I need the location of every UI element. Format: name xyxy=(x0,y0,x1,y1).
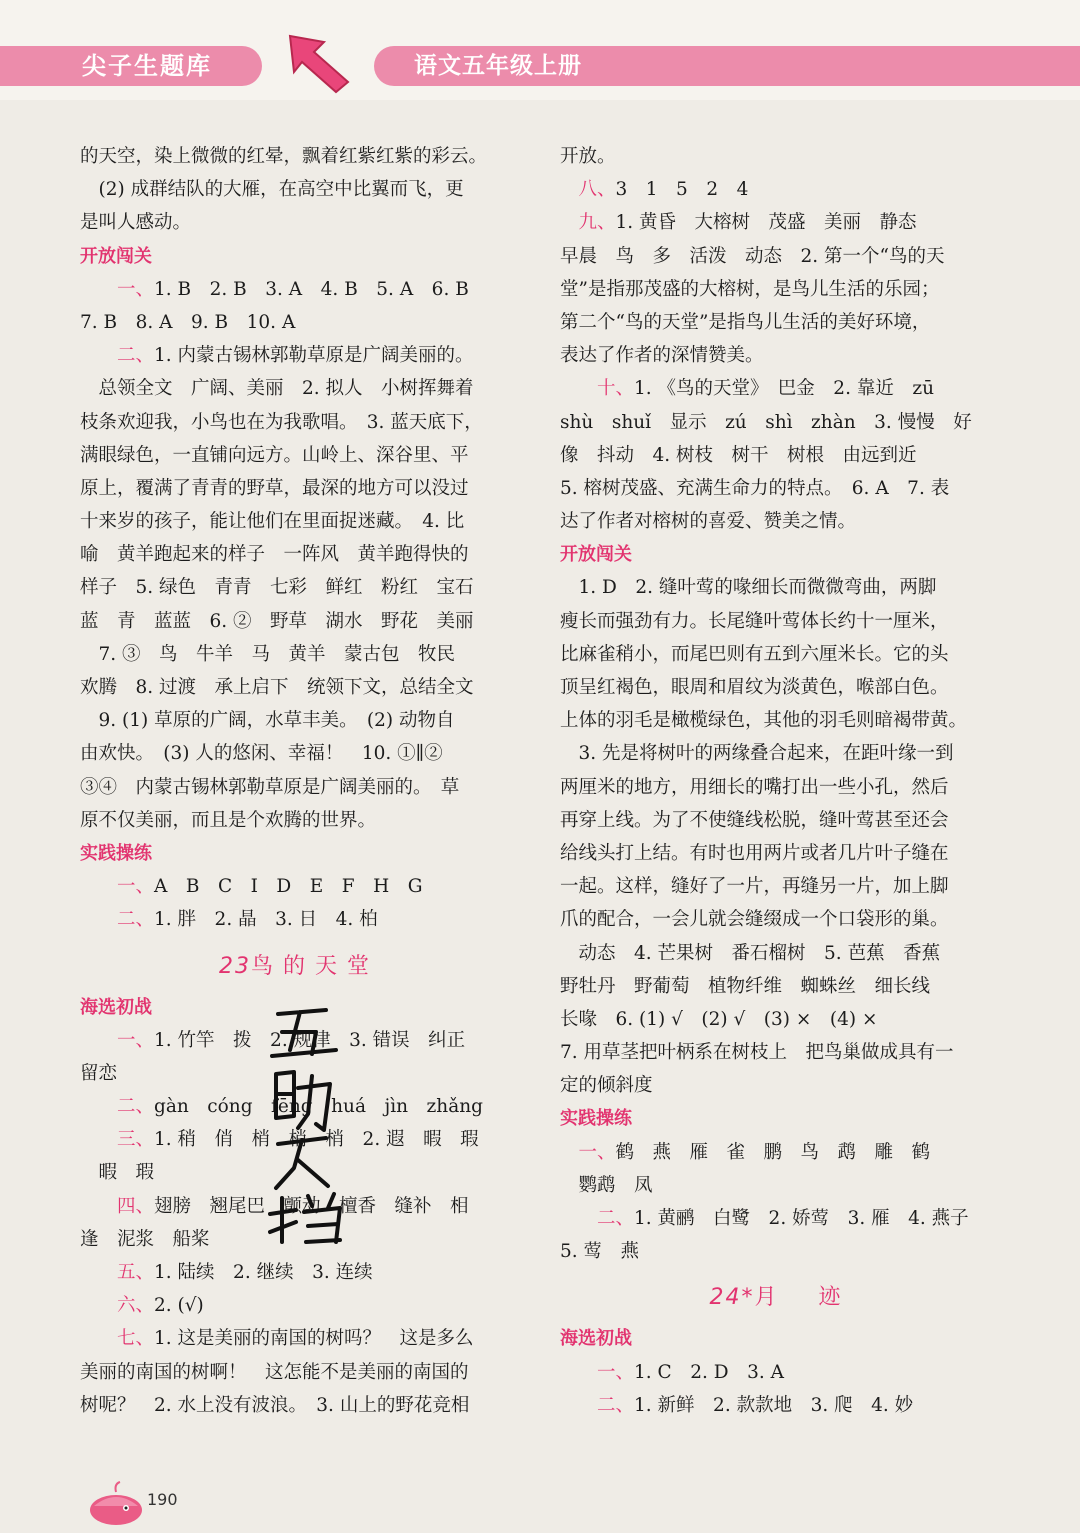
answer-text: 早晨 鸟 多 活泼 动态 2. 第一个“鸟的天 xyxy=(560,245,945,267)
answer-text: 逢 泥浆 船桨 xyxy=(80,1228,210,1250)
answer-text: 美丽的南国的树啊！ 这怎能不是美丽的南国的 xyxy=(80,1361,469,1383)
answer-line xyxy=(560,671,1000,704)
answer-line xyxy=(560,173,1000,206)
answer-line xyxy=(560,571,1000,604)
answer-text: 上体的羽毛是橄榄绿色，其他的羽毛则暗褐带黄。 xyxy=(560,710,968,732)
answer-text: 9. (1) 草原的广阔，水草丰美。 (2) 动物自 xyxy=(80,710,455,732)
answer-line xyxy=(80,339,518,372)
answer-text: 鹦鹉 凤 xyxy=(560,1174,653,1196)
answer-line xyxy=(80,804,518,837)
lesson-title-text: 月 迹 xyxy=(754,1285,851,1311)
answer-line xyxy=(560,505,1000,538)
question-marker: 九、 xyxy=(560,212,616,234)
section-heading: 开放闯关 xyxy=(80,245,152,267)
section-heading: 实践操练 xyxy=(560,1108,632,1130)
answer-line xyxy=(560,339,1000,372)
answer-text: 蓝 青 蓝蓝 6. ② 野草 湖水 野花 美丽 xyxy=(80,610,474,632)
answer-line xyxy=(80,439,518,472)
answer-text: 两厘米的地方，用细长的嘴打出一些小孔，然后 xyxy=(560,776,949,798)
whale-mascot-icon xyxy=(86,1480,146,1526)
answer-text: 的天空，染上微微的红晕，飘着红紫红紫的彩云。 xyxy=(80,146,488,167)
answer-line xyxy=(560,1389,1000,1422)
answer-line xyxy=(80,1256,518,1289)
lesson-title-text: 鸟的天堂 xyxy=(250,953,379,979)
answer-line xyxy=(80,571,518,604)
section-heading: 海选初战 xyxy=(560,1328,632,1350)
answer-text: 5. 莺 燕 xyxy=(560,1241,640,1263)
answer-line xyxy=(560,240,1000,273)
answer-line xyxy=(80,671,518,704)
answer-text: 总领全文 广阔、美丽 2. 拟人 小树挥舞着 xyxy=(80,378,474,400)
answer-text: 3. 先是将树叶的两缘叠合起来，在距叶缘一到 xyxy=(560,743,954,765)
answer-line xyxy=(560,737,1000,770)
answer-line xyxy=(80,870,518,903)
question-marker: 八、 xyxy=(560,179,616,201)
question-marker: 四、 xyxy=(80,1195,155,1217)
answer-text: 堂”是指那茂盛的大榕树，是鸟儿生活的乐园； xyxy=(560,278,940,300)
answer-text: 树呢？ 2. 水上没有波浪。 3. 山上的野花竞相 xyxy=(80,1394,470,1416)
lesson-title xyxy=(80,937,518,991)
answer-text: 喻 黄羊跑起来的样子 一阵风 黄羊跑得快的 xyxy=(80,544,469,566)
answer-text: 1. 稍 俏 梢 梢 梢 2. 遐 暇 瑕 xyxy=(154,1129,479,1151)
question-marker: 二、 xyxy=(560,1208,635,1229)
question-marker: 一、 xyxy=(80,1029,155,1051)
answer-text: 原不仅美丽，而且是个欢腾的世界。 xyxy=(80,809,377,831)
question-marker: 二、 xyxy=(80,345,155,367)
answer-text: 一起。这样，缝好了一片，再缝另一片，加上脚 xyxy=(560,876,949,898)
answer-text: 1. 这是美丽的南国的树吗？ 这是多么 xyxy=(154,1328,474,1350)
answer-text: 满眼绿色，一直铺向远方。山岭上、深谷里、平 xyxy=(80,444,469,466)
answer-text: 7. B 8. A 9. B 10. A xyxy=(80,311,296,333)
answer-text: 留恋 xyxy=(80,1062,118,1084)
question-marker: 二、 xyxy=(80,1096,155,1118)
answer-line xyxy=(560,406,1000,439)
answer-text: 野牡丹 野葡萄 植物纤维 蜘蛛丝 细长线 xyxy=(560,975,931,997)
answer-line xyxy=(560,704,1000,737)
arrow-up-left-icon xyxy=(284,30,354,96)
answer-text: shù shuǐ 显示 zú shì zhàn 3. 慢慢 好 xyxy=(560,411,972,433)
question-marker: 一、 xyxy=(80,876,155,898)
answer-line xyxy=(80,406,518,439)
answer-line xyxy=(560,638,1000,671)
answer-line xyxy=(80,704,518,737)
answer-text: 1. 黄昏 大榕树 茂盛 美丽 静态 xyxy=(615,212,917,234)
answer-text: 翅膀 翘尾巴 颤动 檀香 缝补 相 xyxy=(154,1195,469,1217)
answer-text: 1. 黄鹂 白鹭 2. 娇莺 3. 雁 4. 燕子 xyxy=(634,1208,969,1229)
answer-text: 原上，覆满了青青的野草，最深的地方可以没过 xyxy=(80,477,469,499)
answer-line xyxy=(560,870,1000,903)
lesson-number: 24* xyxy=(709,1285,755,1311)
answer-line xyxy=(80,140,518,173)
answer-text: gàn cóng fēng huá jìn zhǎng xyxy=(154,1096,483,1118)
answer-line xyxy=(560,1356,1000,1389)
answer-line xyxy=(560,1136,1000,1169)
answer-line xyxy=(560,1069,1000,1102)
handwritten-annotation xyxy=(268,998,348,1248)
answer-line xyxy=(80,173,518,206)
answer-line xyxy=(560,937,1000,970)
answer-line xyxy=(560,206,1000,239)
answer-line xyxy=(560,903,1000,936)
section-heading: 海选初战 xyxy=(80,996,152,1018)
section-heading: 开放闯关 xyxy=(560,544,632,566)
answer-line xyxy=(560,439,1000,472)
question-marker: 一、 xyxy=(560,1141,616,1163)
answer-text: 第二个“鸟的天堂”是指鸟儿生活的美好环境， xyxy=(560,311,931,333)
answer-text: 2. (√) xyxy=(154,1295,204,1317)
page-header xyxy=(0,0,1080,100)
answer-text: 爪的配合，一会儿就会缝缀成一个口袋形的巢。 xyxy=(560,909,949,931)
answer-line xyxy=(560,1169,1000,1202)
answer-text: 再穿上线。为了不使缝线松脱，缝叶莺甚至还会 xyxy=(560,809,949,831)
answer-text: 开放。 xyxy=(560,146,616,167)
answer-text: 比麻雀稍小，而尾巴则有五到六厘米长。它的头 xyxy=(560,643,949,665)
answer-text: 瘦长而强劲有力。长尾缝叶莺体长约十一厘米， xyxy=(560,610,949,632)
answer-text: A B C I D E F H G xyxy=(154,876,423,898)
answer-line xyxy=(560,1003,1000,1036)
answer-line xyxy=(80,206,518,239)
answer-text: 1. 胖 2. 晶 3. 日 4. 柏 xyxy=(154,909,378,931)
answer-text: 是叫人感动。 xyxy=(80,212,192,234)
answer-line xyxy=(560,837,1000,870)
answer-line xyxy=(560,1235,1000,1268)
answer-line xyxy=(80,903,518,936)
answer-text: 欢腾 8. 过渡 承上启下 统领下文，总结全文 xyxy=(80,677,474,698)
answer-line xyxy=(80,1356,518,1389)
answer-text: 1. C 2. D 3. A xyxy=(634,1361,784,1383)
answer-text: 动态 4. 芒果树 番石榴树 5. 芭蕉 香蕉 xyxy=(560,942,941,964)
answer-text: 暇 瑕 xyxy=(80,1162,155,1184)
answer-line xyxy=(560,273,1000,306)
answer-text: 1. B 2. B 3. A 4. B 5. A 6. B xyxy=(154,278,469,300)
answer-text: 顶呈红褐色，眼周和眉纹为淡黄色，喉部白色。 xyxy=(560,677,949,698)
answer-line xyxy=(560,140,1000,173)
answer-text: 1. 竹竿 拨 2. 规律 3. 错误 纠正 xyxy=(154,1029,466,1051)
question-marker: 一、 xyxy=(80,278,155,300)
question-marker: 一、 xyxy=(560,1361,635,1383)
page-number: 190 xyxy=(147,1490,178,1509)
answer-text: 1. 新鲜 2. 款款地 3. 爬 4. 妙 xyxy=(634,1394,914,1416)
answer-text: 1. 内蒙古锡林郭勒草原是广阔美丽的。 xyxy=(154,345,474,367)
answer-text: 给线头打上结。有时也用两片或者几片叶子缝在 xyxy=(560,842,949,864)
question-marker: 二、 xyxy=(80,909,155,931)
right-column xyxy=(560,140,1000,1422)
answer-text: 长喙 6. (1) √ (2) √ (3) × (4) × xyxy=(560,1008,878,1030)
answer-line xyxy=(80,638,518,671)
question-marker: 二、 xyxy=(560,1394,635,1416)
question-marker: 三、 xyxy=(80,1129,155,1151)
question-marker: 五、 xyxy=(80,1262,155,1283)
answer-text: (2) 成群结队的大雁，在高空中比翼而飞，更 xyxy=(80,179,464,201)
answer-line xyxy=(560,472,1000,505)
answer-text: 1. 《鸟的天堂》 巴金 2. 靠近 zū xyxy=(634,378,934,400)
answer-line xyxy=(560,804,1000,837)
answer-text: 样子 5. 绿色 青青 七彩 鲜红 粉红 宝石 xyxy=(80,577,474,599)
answer-text: 十来岁的孩子，能让他们在里面捉迷藏。 4. 比 xyxy=(80,511,465,533)
answer-text: 定的倾斜度 xyxy=(560,1075,653,1097)
question-marker: 十、 xyxy=(560,378,635,400)
answer-line xyxy=(560,605,1000,638)
answer-line xyxy=(80,1322,518,1355)
lesson-number: 23 xyxy=(218,953,251,979)
answer-text: 鹤 燕 雁 雀 鹏 鸟 鹉 雕 鹤 xyxy=(615,1141,931,1163)
answer-text: 1. D 2. 缝叶莺的喙细长而微微弯曲，两脚 xyxy=(560,577,937,599)
answer-text: 达了作者对榕树的喜爱、赞美之情。 xyxy=(560,511,857,533)
answer-line xyxy=(80,737,518,770)
answer-line xyxy=(80,1389,518,1422)
answer-line xyxy=(560,372,1000,405)
answer-text: 3 1 5 2 4 xyxy=(615,179,749,201)
answer-line xyxy=(80,605,518,638)
answer-line xyxy=(80,372,518,405)
answer-text: 像 抖动 4. 树枝 树干 树根 由远到近 xyxy=(560,444,917,466)
answer-text: 表达了作者的深情赞美。 xyxy=(560,345,764,367)
answer-line xyxy=(560,970,1000,1003)
question-marker: 七、 xyxy=(80,1328,155,1350)
answer-line xyxy=(560,771,1000,804)
answer-line xyxy=(560,1036,1000,1069)
answer-line xyxy=(80,306,518,339)
answer-line xyxy=(560,306,1000,339)
answer-text: 由欢快。 (3) 人的悠闲、幸福！ 10. ①∥② xyxy=(80,743,443,765)
answer-text: 5. 榕树茂盛、充满生命力的特点。 6. A 7. 表 xyxy=(560,477,950,499)
lesson-title xyxy=(560,1268,1000,1322)
answer-text: 1. 陆续 2. 继续 3. 连续 xyxy=(154,1262,373,1283)
answer-line xyxy=(80,273,518,306)
brand-banner: 尖子生题库 xyxy=(0,46,262,86)
section-heading: 实践操练 xyxy=(80,842,152,864)
answer-line xyxy=(80,1289,518,1322)
answer-line xyxy=(80,505,518,538)
question-marker: 六、 xyxy=(80,1295,155,1317)
answer-text: 7. ③ 鸟 牛羊 马 黄羊 蒙古包 牧民 xyxy=(80,643,456,665)
answer-line xyxy=(80,771,518,804)
answer-line xyxy=(80,472,518,505)
answer-text: 枝条欢迎我，小鸟也在为我歌唱。 3. 蓝天底下， xyxy=(80,411,483,433)
answer-line xyxy=(80,538,518,571)
answer-text: ③④ 内蒙古锡林郭勒草原是广阔美丽的。 草 xyxy=(80,776,460,798)
subject-banner: 语文五年级上册 xyxy=(374,46,1080,86)
answer-text: 7. 用草茎把叶柄系在树枝上 把鸟巢做成具有一 xyxy=(560,1042,954,1064)
answer-line xyxy=(560,1202,1000,1235)
